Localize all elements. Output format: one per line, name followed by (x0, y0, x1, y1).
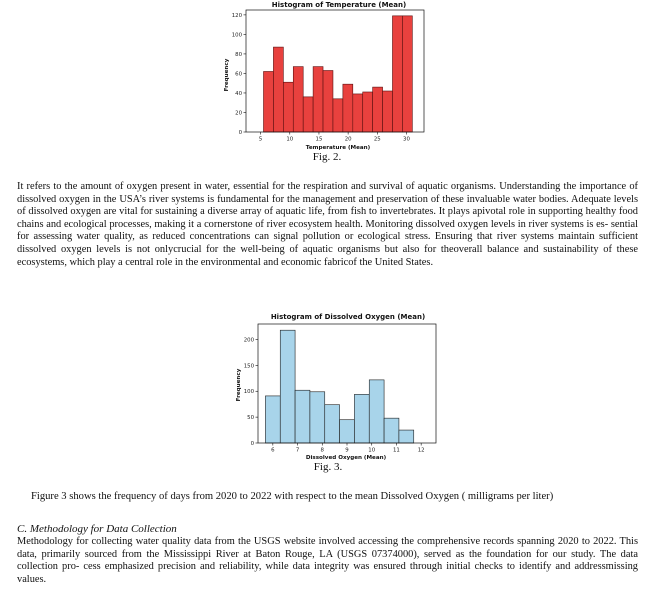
x-axis-label: Temperature (Mean) (305, 145, 371, 150)
histogram-bar (265, 396, 280, 443)
y-tick-label: 50 (247, 415, 254, 422)
x-tick-label: 10 (286, 136, 294, 143)
y-tick-label: 80 (235, 51, 242, 58)
histogram-bar (333, 99, 343, 132)
body-paragraph: It refers to the amount of oxygen present in water, essential for the respiration and survival of aquatic organisms. Understanding the importance of dissolved oxygen in the USA’s river systems is fundamental for the management and preservation of these invaluable water bodies. Adequate levels of dissolved oxygen are vital for sustaining a diverse array of aquatic life, from fish to invertebrates. It plays apivotal role in supporting healthy food chains and ecological processes, making it a cornerstone of river ecosystem health. Monitoring dissolved oxygen levels in river systems is es- sential for assessing water quality, as reduced concentrations can signal pollution or ecological stress. Ensuring that river systems maintain sufficient dissolved oxygen levels is not onlycrucial for the well-being of aquatic organisms but also for theoverall balance and sustainability of these ecosystems, which play a central role in the environmental and economic fabricof the United States. (17, 181, 638, 268)
x-tick-label: 6 (271, 447, 275, 454)
dissolved-oxygen-histogram (228, 310, 446, 462)
histogram-bar (283, 82, 293, 132)
histogram-bar (310, 392, 325, 443)
y-tick-label: 0 (250, 440, 254, 447)
temperature-histogram (216, 0, 438, 150)
histogram-bar (383, 91, 393, 132)
y-tick-label: 100 (243, 389, 254, 396)
x-tick-label: 7 (295, 447, 300, 454)
chart-title: Histogram of Dissolved Oxygen (Mean) (270, 313, 426, 321)
histogram-bar (293, 67, 303, 132)
histogram-bar (343, 84, 353, 132)
histogram-bar (280, 330, 295, 443)
figure-caption: Fig. 3. (313, 461, 343, 473)
x-tick-label: 5 (258, 136, 263, 143)
y-axis-label: Frequency (224, 58, 230, 92)
x-tick-label: 25 (373, 136, 381, 143)
histogram-bar (399, 430, 414, 443)
histogram-bar (353, 94, 363, 132)
y-tick-label: 150 (243, 363, 254, 370)
histogram-bar (402, 16, 412, 132)
figure-description: Figure 3 shows the frequency of days from 2020 to 2022 with respect to the mean Dissolved Oxygen ( milligrams per liter) (31, 491, 554, 502)
y-tick-label: 60 (235, 71, 242, 78)
y-axis-label: Frequency (236, 368, 242, 402)
histogram-bar (264, 71, 274, 132)
y-tick-label: 40 (235, 90, 242, 97)
x-tick-label: 30 (403, 136, 410, 143)
histogram-bar (369, 380, 384, 443)
x-tick-label: 8 (320, 447, 324, 454)
y-tick-label: 20 (235, 110, 242, 117)
chart-title: Histogram of Temperature (Mean) (271, 1, 407, 9)
histogram-bar (373, 87, 383, 132)
histogram-bar (384, 418, 399, 443)
x-tick-label: 9 (345, 447, 349, 454)
histogram-bar (295, 390, 310, 443)
histogram-bar (313, 67, 323, 132)
histogram-bar (273, 47, 283, 132)
x-tick-label: 15 (315, 136, 323, 143)
x-tick-label: 11 (393, 447, 400, 454)
histogram-bar (303, 97, 313, 132)
histogram-bar (323, 71, 333, 132)
section-paragraph: Methodology for collecting water quality data from the USGS website involved accessing the comprehensive records spanning 2020 to 2022. This data, primarily sourced from the Mississippi River at Baton Rouge, LA (USGS 07374000), served as the foundation for our study. The data collection pro- cess emphasized precision and reliability, while data integrity was ensured through initial checks to identify and addressmissing values. (17, 536, 638, 585)
y-tick-label: 0 (238, 129, 242, 136)
y-tick-label: 100 (231, 32, 242, 39)
y-tick-label: 120 (231, 12, 242, 19)
x-axis-label: Dissolved Oxygen (Mean) (305, 455, 387, 461)
histogram-bar (392, 16, 402, 132)
x-tick-label: 10 (368, 447, 376, 454)
figure-caption: Fig. 2. (312, 151, 342, 163)
y-tick-label: 200 (243, 337, 254, 344)
section-heading: C. Methodology for Data Collection (17, 523, 177, 535)
x-tick-label: 12 (417, 447, 425, 454)
histogram-bar (354, 394, 369, 443)
x-tick-label: 20 (344, 136, 352, 143)
histogram-bar (363, 92, 373, 132)
histogram-bar (325, 405, 340, 443)
histogram-bar (340, 420, 355, 443)
